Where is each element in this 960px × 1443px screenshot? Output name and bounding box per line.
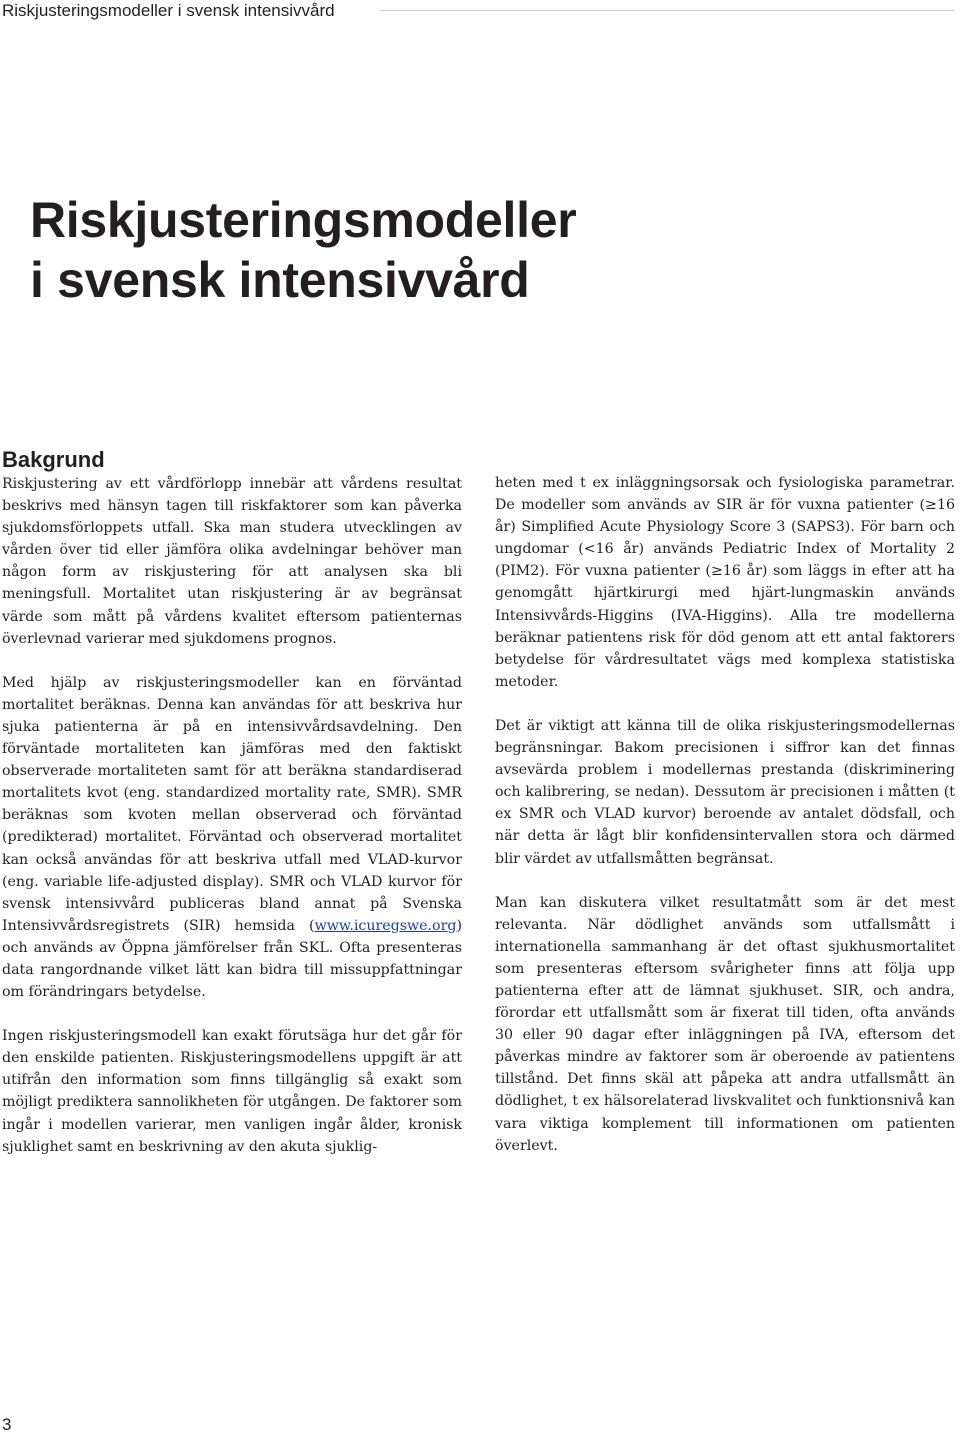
paragraph-right-1: heten med t ex inläggningsorsak och fysiologiska parametrar. De modeller som används av SIR är för vuxna patienter (≥16 år) Simplified Acute Physiology Score 3 (SAPS3). För barn och ungdomar (<16 år) används Pediatric Index of Mortality 2 (PIM2). För vuxna patienter (≥16 år) som läggs in efter att ha genomgått hjärtkirurgi med hjärt-lungmaskin används Intensivvårds-Higgins (IVA-Higgins). Alla tre modellerna beräknar patientens risk för död genom att ett antal faktorers betydelse för vårdresultatet vägs med komplexa statistiska metoder. (495, 475, 955, 690)
icuregswe-link[interactable]: www.icuregswe.org (314, 917, 457, 934)
paragraph-left-2 (2, 672, 462, 1003)
paragraph-left-3: Ingen riskjusteringsmodell kan exakt förutsäga hur det går för den enskilde patienten. Riskjusteringsmodellens uppgift är att utifrån den information som finns tillgänglig så exakt som möjligt prediktera sannolikheten för utgången. De faktorer som ingår i modellen varierar, men vanligen ingår ålder, kronisk sjuklighet samt en beskrivning av den akuta sjuklig- (2, 1028, 462, 1155)
paragraph-left-1: Riskjustering av ett vårdförlopp innebär att vårdens resultat beskrivs med hänsyn tagen till riskfaktorer som kan påverka sjukdomsförloppets utfall. Ska man studera utvecklingen av vården över tid eller jämföra olika avdelningar behöver man någon form av riskjustering för att analysen ska bli meningsfull. Mortalitet utan riskjustering är av begränsat värde som mått på vårdens kvalitet eftersom patienternas överlevnad varierar med sjukdomens prognos. (2, 476, 462, 647)
page-title (30, 190, 576, 310)
section-heading: Bakgrund (2, 447, 105, 472)
paragraph-right-3: Man kan diskutera vilket resultatmått som är det mest relevanta. När dödlighet används som utfallsmått i internationella sammanhang är det oftast sjukhusmortalitet som presenteras eftersom svårigheter finns att följa upp patienterna efter att de lämnat sjukhuset. SIR, och andra, förordar ett utfallsmått som är fixerat till tiden, ofta används 30 eller 90 dagar efter inläggningen på IVA, eftersom det påverkas mindre av faktorer som är oberoende av patientens tillstånd. Det finns skäl att påpeka att andra utfallsmått än dödlighet, t ex hälsorelaterad livskvalitet och funktionsnivå kan vara viktiga komplement till informationen om patienten överlevt. (495, 894, 955, 1154)
left-column (2, 446, 462, 1158)
page-number: 3 (2, 1415, 12, 1434)
page-title-line-1: Riskjusteringsmodeller (30, 192, 577, 248)
paragraph-left-2-text-a: Med hjälp av riskjusteringsmodeller kan en förväntad mortalitet beräknas. Denna kan användas för att beskriva hur sjuka patienterna är på en intensivvårdsavdelning. Den förväntade mortaliteten kan jämföras med den faktiskt observerade mortaliteten samt för att beräkna standardiserad mortalitets kvot (eng. standardized mortality rate, SMR). SMR beräknas som kvoten mellan observerad och förväntad (predikterad) mortalitet. Förväntad och observerad mortalitet kan också användas för att beskriva utfall med VLAD-kurvor (eng. variable life-adjusted display). SMR och VLAD kurvor för svensk intensivvård publiceras bland annat på Svenska Intensivvårdsregistrets (SIR) hemsida ( (2, 674, 462, 934)
running-header-title: Riskjusteringsmodeller i svensk intensivvård (2, 1, 335, 20)
right-column (495, 472, 955, 1157)
header-rule (380, 10, 954, 11)
paragraph-right-2: Det är viktigt att känna till de olika riskjusteringsmodellernas begränsningar. Bakom precisionen i siffror kan det finnas avsevärda problem i modellernas prestanda (diskriminering och kalibrering, se nedan). Dessutom är precisionen i måtten (t ex SMR och VLAD kurvor) beroende av antalet dödsfall, och när detta är lågt blir konfidensintervallen stora och därmed blir värdet av utfallsmåtten begränsat. (495, 717, 955, 867)
page-title-line-2: i svensk intensivvård (30, 252, 530, 308)
paragraph-left-2-text-b: ) och används av Öppna jämförelser från SKL. Ofta presenteras data rangordnande vilket lätt kan bidra till missuppfattningar om förändringars betydelse. (2, 917, 462, 1001)
running-header (0, 0, 960, 22)
